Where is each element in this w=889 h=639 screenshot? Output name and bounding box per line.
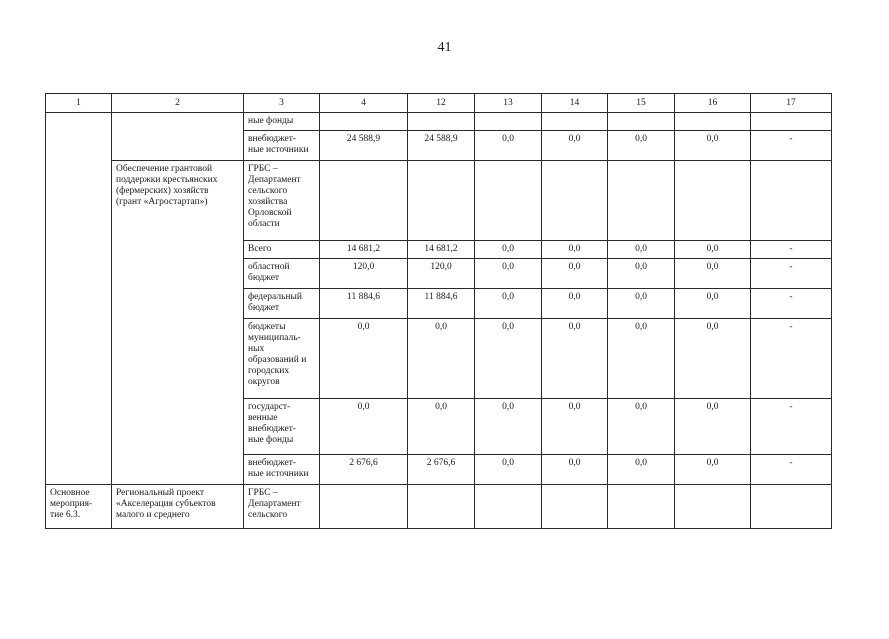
value-cell-15 <box>608 161 675 241</box>
regional-project: Региональный проект «Акселерация субъектов малого и среднего <box>112 485 244 529</box>
value-cell-14: 0,0 <box>542 131 608 161</box>
column-header-13: 13 <box>475 94 542 113</box>
value-cell-13: 0,0 <box>475 455 542 485</box>
value-cell-16: 0,0 <box>675 259 751 289</box>
value-cell-13: 0,0 <box>475 259 542 289</box>
value-cell-17 <box>751 161 832 241</box>
table-row <box>46 113 832 131</box>
value-cell-13 <box>475 485 542 529</box>
value-cell-13: 0,0 <box>475 319 542 399</box>
value-cell-13 <box>475 161 542 241</box>
value-cell-17: - <box>751 455 832 485</box>
value-cell-4 <box>320 161 408 241</box>
value-cell-14: 0,0 <box>542 319 608 399</box>
value-cell-15: 0,0 <box>608 259 675 289</box>
budget-table <box>45 93 832 529</box>
value-cell-12: 2 676,6 <box>408 455 475 485</box>
value-cell-12: 11 884,6 <box>408 289 475 319</box>
value-cell-17 <box>751 113 832 131</box>
column-header-1: 1 <box>46 94 112 113</box>
value-cell-13: 0,0 <box>475 399 542 455</box>
value-cell-12: 0,0 <box>408 319 475 399</box>
value-cell-4 <box>320 113 408 131</box>
column-header-3: 3 <box>244 94 320 113</box>
funding-source: внебюджет- ные источники <box>244 455 320 485</box>
value-cell-16: 0,0 <box>675 241 751 259</box>
funding-source: федеральный бюджет <box>244 289 320 319</box>
value-cell-16: 0,0 <box>675 399 751 455</box>
value-cell-16: 0,0 <box>675 455 751 485</box>
value-cell-14 <box>542 485 608 529</box>
value-cell-4: 0,0 <box>320 399 408 455</box>
table-row <box>46 485 832 529</box>
value-cell-15: 0,0 <box>608 289 675 319</box>
column-header-12: 12 <box>408 94 475 113</box>
value-cell-16: 0,0 <box>675 319 751 399</box>
value-cell-14: 0,0 <box>542 289 608 319</box>
column-header-2: 2 <box>112 94 244 113</box>
column-header-14: 14 <box>542 94 608 113</box>
value-cell-16 <box>675 485 751 529</box>
table-body <box>46 113 832 529</box>
value-cell-12 <box>408 113 475 131</box>
value-cell-4: 14 681,2 <box>320 241 408 259</box>
value-cell-16 <box>675 113 751 131</box>
value-cell-17: - <box>751 289 832 319</box>
header-row <box>46 94 832 113</box>
value-cell-14: 0,0 <box>542 455 608 485</box>
value-cell-14: 0,0 <box>542 241 608 259</box>
value-cell-13 <box>475 113 542 131</box>
funding-source: ные фонды <box>244 113 320 131</box>
value-cell-12 <box>408 161 475 241</box>
value-cell-16: 0,0 <box>675 289 751 319</box>
value-cell-15: 0,0 <box>608 455 675 485</box>
value-cell-17: - <box>751 241 832 259</box>
value-cell-16: 0,0 <box>675 131 751 161</box>
value-cell-12: 14 681,2 <box>408 241 475 259</box>
value-cell-15: 0,0 <box>608 399 675 455</box>
funding-source: бюджеты муниципаль- ных образований и городских округов <box>244 319 320 399</box>
value-cell-4: 11 884,6 <box>320 289 408 319</box>
value-cell-12: 120,0 <box>408 259 475 289</box>
value-cell-15 <box>608 113 675 131</box>
value-cell-13: 0,0 <box>475 289 542 319</box>
value-cell-13: 0,0 <box>475 241 542 259</box>
value-cell-4: 120,0 <box>320 259 408 289</box>
table-row <box>46 161 832 241</box>
column-header-15: 15 <box>608 94 675 113</box>
value-cell-17: - <box>751 399 832 455</box>
value-cell-17: - <box>751 131 832 161</box>
funding-source: областной бюджет <box>244 259 320 289</box>
value-cell-17: - <box>751 319 832 399</box>
value-cell-4: 2 676,6 <box>320 455 408 485</box>
cell-col1-blank <box>46 113 112 485</box>
funding-source: ГРБС – Департамент сельского хозяйства Орловской области <box>244 161 320 241</box>
value-cell-15: 0,0 <box>608 131 675 161</box>
value-cell-12: 0,0 <box>408 399 475 455</box>
value-cell-15 <box>608 485 675 529</box>
column-header-4: 4 <box>320 94 408 113</box>
value-cell-17: - <box>751 259 832 289</box>
value-cell-14: 0,0 <box>542 259 608 289</box>
value-cell-15: 0,0 <box>608 241 675 259</box>
value-cell-4: 24 588,9 <box>320 131 408 161</box>
value-cell-4 <box>320 485 408 529</box>
value-cell-16 <box>675 161 751 241</box>
value-cell-12 <box>408 485 475 529</box>
value-cell-14 <box>542 113 608 131</box>
page-number: 41 <box>437 40 452 55</box>
activity-agrostartap: Обеспечение грантовой поддержки крестьянских (фермерских) хозяйств (грант «Агростартап») <box>112 161 244 485</box>
funding-source: Всего <box>244 241 320 259</box>
value-cell-14: 0,0 <box>542 399 608 455</box>
value-cell-14 <box>542 161 608 241</box>
main-event-label: Основное мероприя- тие 6.3. <box>46 485 112 529</box>
column-header-16: 16 <box>675 94 751 113</box>
column-header-17: 17 <box>751 94 832 113</box>
funding-source: государст- венные внебюджет- ные фонды <box>244 399 320 455</box>
value-cell-12: 24 588,9 <box>408 131 475 161</box>
value-cell-4: 0,0 <box>320 319 408 399</box>
value-cell-13: 0,0 <box>475 131 542 161</box>
funding-source: ГРБС – Департамент сельского <box>244 485 320 529</box>
value-cell-15: 0,0 <box>608 319 675 399</box>
value-cell-17 <box>751 485 832 529</box>
cell-col2-blank <box>112 113 244 161</box>
funding-source: внебюджет- ные источники <box>244 131 320 161</box>
